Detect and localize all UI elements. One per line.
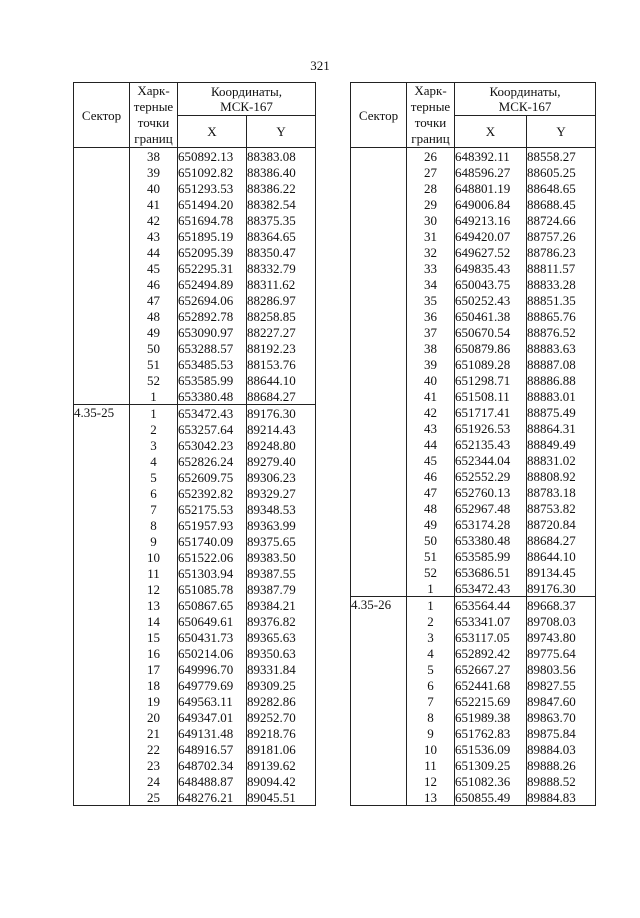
point-cell: 40	[407, 372, 455, 388]
point-cell: 4	[130, 453, 178, 469]
y-cell: 88286.97	[247, 292, 316, 308]
y-cell: 88153.76	[247, 356, 316, 372]
point-cell: 6	[407, 677, 455, 693]
point-cell: 27	[407, 164, 455, 180]
x-cell: 652392.82	[178, 485, 247, 501]
y-cell: 89803.56	[527, 661, 596, 677]
y-cell: 89045.51	[247, 789, 316, 806]
x-cell: 651082.36	[455, 773, 527, 789]
x-cell: 651957.93	[178, 517, 247, 533]
point-cell: 47	[130, 292, 178, 308]
points-header-line: Харк-	[414, 83, 447, 98]
point-cell: 44	[130, 244, 178, 260]
y-cell: 88386.40	[247, 164, 316, 180]
coordinates-header	[455, 83, 596, 116]
x-cell: 648276.21	[178, 789, 247, 806]
x-cell: 653485.53	[178, 356, 247, 372]
point-cell: 43	[407, 420, 455, 436]
x-cell: 650252.43	[455, 292, 527, 308]
y-cell: 88783.18	[527, 484, 596, 500]
sector-cell: 4.35-25	[74, 405, 130, 806]
y-cell: 88227.27	[247, 324, 316, 340]
x-cell: 651089.28	[455, 356, 527, 372]
y-cell: 88375.35	[247, 212, 316, 228]
x-cell: 650431.73	[178, 629, 247, 645]
point-cell: 3	[407, 629, 455, 645]
x-cell: 649779.69	[178, 677, 247, 693]
point-cell: 2	[130, 421, 178, 437]
y-cell: 88311.62	[247, 276, 316, 292]
y-cell: 89279.40	[247, 453, 316, 469]
y-cell: 88605.25	[527, 164, 596, 180]
point-cell: 35	[407, 292, 455, 308]
coordinates-table-left	[73, 82, 316, 806]
y-cell: 88558.27	[527, 148, 596, 165]
point-cell: 30	[407, 212, 455, 228]
point-cell: 8	[130, 517, 178, 533]
sector-header: Сектор	[351, 83, 407, 148]
y-cell: 88849.49	[527, 436, 596, 452]
y-cell: 88865.76	[527, 308, 596, 324]
point-cell: 32	[407, 244, 455, 260]
table-header	[351, 83, 596, 148]
x-cell: 651092.82	[178, 164, 247, 180]
point-cell: 42	[130, 212, 178, 228]
table-body	[74, 148, 316, 806]
y-cell: 89176.30	[527, 580, 596, 597]
y-cell: 89214.43	[247, 421, 316, 437]
x-cell: 649006.84	[455, 196, 527, 212]
y-cell: 88886.88	[527, 372, 596, 388]
x-cell: 651536.09	[455, 741, 527, 757]
x-cell: 651494.20	[178, 196, 247, 212]
x-cell: 649213.16	[455, 212, 527, 228]
point-cell: 43	[130, 228, 178, 244]
sector-cell: 4.35-26	[351, 597, 407, 806]
y-cell: 89375.65	[247, 533, 316, 549]
x-cell: 651309.25	[455, 757, 527, 773]
y-cell: 89094.42	[247, 773, 316, 789]
sector-cell	[74, 148, 130, 405]
y-cell: 89775.64	[527, 645, 596, 661]
y-cell: 88753.82	[527, 500, 596, 516]
page-number: 321	[310, 58, 330, 73]
x-header: X	[178, 115, 247, 148]
x-cell: 653585.99	[455, 548, 527, 564]
x-cell: 651508.11	[455, 388, 527, 404]
x-cell: 652175.53	[178, 501, 247, 517]
point-cell: 10	[407, 741, 455, 757]
point-cell: 9	[130, 533, 178, 549]
table-row	[351, 148, 596, 165]
x-cell: 653380.48	[178, 388, 247, 405]
y-cell: 88644.10	[527, 548, 596, 564]
table-row	[74, 405, 316, 422]
y-cell: 89350.63	[247, 645, 316, 661]
point-cell: 28	[407, 180, 455, 196]
y-cell: 88720.84	[527, 516, 596, 532]
point-cell: 18	[130, 677, 178, 693]
x-cell: 652667.27	[455, 661, 527, 677]
y-cell: 88808.92	[527, 468, 596, 484]
y-cell: 89884.83	[527, 789, 596, 806]
y-cell: 89384.21	[247, 597, 316, 613]
y-cell: 89134.45	[527, 564, 596, 580]
x-cell: 650879.86	[455, 340, 527, 356]
x-cell: 649563.11	[178, 693, 247, 709]
x-cell: 652494.89	[178, 276, 247, 292]
x-cell: 652295.31	[178, 260, 247, 276]
x-cell: 653174.28	[455, 516, 527, 532]
x-cell: 653585.99	[178, 372, 247, 388]
point-cell: 12	[407, 773, 455, 789]
point-cell: 8	[407, 709, 455, 725]
point-cell: 29	[407, 196, 455, 212]
point-cell: 11	[407, 757, 455, 773]
x-cell: 653472.43	[455, 580, 527, 597]
x-cell: 652826.24	[178, 453, 247, 469]
point-cell: 39	[130, 164, 178, 180]
x-cell: 649996.70	[178, 661, 247, 677]
y-cell: 89863.70	[527, 709, 596, 725]
x-cell: 648801.19	[455, 180, 527, 196]
x-cell: 653090.97	[178, 324, 247, 340]
x-cell: 648392.11	[455, 148, 527, 165]
x-cell: 652095.39	[178, 244, 247, 260]
y-cell: 89827.55	[527, 677, 596, 693]
y-cell: 88864.31	[527, 420, 596, 436]
point-cell: 41	[407, 388, 455, 404]
point-cell: 48	[407, 500, 455, 516]
y-cell: 88883.63	[527, 340, 596, 356]
table-row	[351, 597, 596, 614]
point-cell: 17	[130, 661, 178, 677]
point-cell: 52	[407, 564, 455, 580]
x-cell: 652135.43	[455, 436, 527, 452]
x-cell: 651762.83	[455, 725, 527, 741]
x-cell: 652760.13	[455, 484, 527, 500]
y-cell: 88831.02	[527, 452, 596, 468]
x-cell: 648488.87	[178, 773, 247, 789]
point-cell: 19	[130, 693, 178, 709]
coordinates-header-line: МСК-167	[498, 98, 552, 114]
y-cell: 89847.60	[527, 693, 596, 709]
point-cell: 13	[407, 789, 455, 806]
point-cell: 33	[407, 260, 455, 276]
point-cell: 46	[407, 468, 455, 484]
coordinates-header	[178, 83, 316, 116]
y-cell: 89329.27	[247, 485, 316, 501]
x-cell: 650670.54	[455, 324, 527, 340]
x-cell: 653686.51	[455, 564, 527, 580]
point-cell: 1	[407, 580, 455, 597]
y-cell: 89181.06	[247, 741, 316, 757]
x-cell: 649347.01	[178, 709, 247, 725]
y-cell: 88332.79	[247, 260, 316, 276]
point-cell: 5	[407, 661, 455, 677]
point-cell: 50	[130, 340, 178, 356]
x-cell: 651895.19	[178, 228, 247, 244]
point-cell: 26	[407, 148, 455, 165]
y-cell: 88192.23	[247, 340, 316, 356]
point-cell: 31	[407, 228, 455, 244]
point-cell: 51	[130, 356, 178, 372]
x-cell: 652344.04	[455, 452, 527, 468]
points-header	[407, 83, 455, 148]
point-cell: 13	[130, 597, 178, 613]
x-cell: 652892.42	[455, 645, 527, 661]
point-cell: 45	[407, 452, 455, 468]
coordinates-header-line: Координаты,	[489, 83, 561, 99]
point-cell: 7	[130, 501, 178, 517]
point-cell: 45	[130, 260, 178, 276]
y-cell: 88258.85	[247, 308, 316, 324]
y-cell: 88684.27	[247, 388, 316, 405]
point-cell: 25	[130, 789, 178, 806]
y-cell: 89376.82	[247, 613, 316, 629]
point-cell: 48	[130, 308, 178, 324]
point-cell: 38	[407, 340, 455, 356]
point-cell: 11	[130, 565, 178, 581]
x-cell: 651717.41	[455, 404, 527, 420]
sector-cell	[351, 148, 407, 597]
x-cell: 650892.13	[178, 148, 247, 165]
point-cell: 42	[407, 404, 455, 420]
point-cell: 1	[130, 388, 178, 405]
x-cell: 652694.06	[178, 292, 247, 308]
sector-header: Сектор	[74, 83, 130, 148]
y-cell: 89888.26	[527, 757, 596, 773]
point-cell: 15	[130, 629, 178, 645]
x-cell: 648916.57	[178, 741, 247, 757]
point-cell: 22	[130, 741, 178, 757]
y-cell: 89363.99	[247, 517, 316, 533]
y-cell: 88811.57	[527, 260, 596, 276]
x-header: X	[455, 115, 527, 148]
x-cell: 653117.05	[455, 629, 527, 645]
y-cell: 89282.86	[247, 693, 316, 709]
x-cell: 650214.06	[178, 645, 247, 661]
point-cell: 1	[407, 597, 455, 614]
coordinates-table-right	[350, 82, 596, 806]
point-cell: 1	[130, 405, 178, 422]
point-cell: 49	[130, 324, 178, 340]
points-header	[130, 83, 178, 148]
y-cell: 88851.35	[527, 292, 596, 308]
point-cell: 20	[130, 709, 178, 725]
y-cell: 89668.37	[527, 597, 596, 614]
y-header: Y	[247, 115, 316, 148]
y-cell: 89743.80	[527, 629, 596, 645]
y-cell: 89383.50	[247, 549, 316, 565]
x-cell: 651522.06	[178, 549, 247, 565]
y-cell: 88383.08	[247, 148, 316, 165]
point-cell: 41	[130, 196, 178, 212]
x-cell: 651740.09	[178, 533, 247, 549]
y-cell: 88644.10	[247, 372, 316, 388]
point-cell: 44	[407, 436, 455, 452]
x-cell: 652441.68	[455, 677, 527, 693]
y-cell: 88688.45	[527, 196, 596, 212]
x-cell: 653042.23	[178, 437, 247, 453]
y-cell: 88386.22	[247, 180, 316, 196]
point-cell: 9	[407, 725, 455, 741]
y-cell: 89306.23	[247, 469, 316, 485]
y-cell: 88648.65	[527, 180, 596, 196]
points-header-line: терные	[410, 99, 451, 114]
point-cell: 16	[130, 645, 178, 661]
x-cell: 652215.69	[455, 693, 527, 709]
point-cell: 24	[130, 773, 178, 789]
point-cell: 4	[407, 645, 455, 661]
points-header-line: Харк-	[137, 83, 170, 98]
x-cell: 651085.78	[178, 581, 247, 597]
table-header	[74, 83, 316, 148]
y-cell: 89884.03	[527, 741, 596, 757]
point-cell: 3	[130, 437, 178, 453]
coordinates-header-line: МСК-167	[220, 98, 273, 114]
x-cell: 651303.94	[178, 565, 247, 581]
y-cell: 89888.52	[527, 773, 596, 789]
point-cell: 14	[130, 613, 178, 629]
y-cell: 88875.49	[527, 404, 596, 420]
coordinates-header-line: Координаты,	[211, 83, 282, 99]
y-cell: 89387.55	[247, 565, 316, 581]
point-cell: 38	[130, 148, 178, 165]
y-cell: 88786.23	[527, 244, 596, 260]
y-cell: 88724.66	[527, 212, 596, 228]
y-cell: 89365.63	[247, 629, 316, 645]
table-body	[351, 148, 596, 806]
point-cell: 40	[130, 180, 178, 196]
y-cell: 89309.25	[247, 677, 316, 693]
x-cell: 653380.48	[455, 532, 527, 548]
points-header-line: точки	[414, 115, 447, 130]
x-cell: 651989.38	[455, 709, 527, 725]
x-cell: 650867.65	[178, 597, 247, 613]
y-cell: 88757.26	[527, 228, 596, 244]
point-cell: 5	[130, 469, 178, 485]
point-cell: 47	[407, 484, 455, 500]
point-cell: 51	[407, 548, 455, 564]
y-cell: 88876.52	[527, 324, 596, 340]
y-cell: 88833.28	[527, 276, 596, 292]
point-cell: 37	[407, 324, 455, 340]
point-cell: 10	[130, 549, 178, 565]
point-cell: 52	[130, 372, 178, 388]
table-row	[74, 148, 316, 165]
y-cell: 88382.54	[247, 196, 316, 212]
x-cell: 649835.43	[455, 260, 527, 276]
point-cell: 21	[130, 725, 178, 741]
y-cell: 89176.30	[247, 405, 316, 422]
point-cell: 7	[407, 693, 455, 709]
y-cell: 88684.27	[527, 532, 596, 548]
x-cell: 648596.27	[455, 164, 527, 180]
point-cell: 46	[130, 276, 178, 292]
y-cell: 88364.65	[247, 228, 316, 244]
points-header-line: границ	[134, 131, 173, 146]
point-cell: 34	[407, 276, 455, 292]
x-cell: 650649.61	[178, 613, 247, 629]
x-cell: 652967.48	[455, 500, 527, 516]
x-cell: 651298.71	[455, 372, 527, 388]
x-cell: 650461.38	[455, 308, 527, 324]
y-cell: 89139.62	[247, 757, 316, 773]
y-cell: 89252.70	[247, 709, 316, 725]
x-cell: 649627.52	[455, 244, 527, 260]
y-cell: 89348.53	[247, 501, 316, 517]
y-cell: 88350.47	[247, 244, 316, 260]
y-cell: 89218.76	[247, 725, 316, 741]
x-cell: 652552.29	[455, 468, 527, 484]
x-cell: 652609.75	[178, 469, 247, 485]
y-cell: 88887.08	[527, 356, 596, 372]
point-cell: 36	[407, 308, 455, 324]
x-cell: 650855.49	[455, 789, 527, 806]
point-cell: 49	[407, 516, 455, 532]
x-cell: 653257.64	[178, 421, 247, 437]
y-cell: 89708.03	[527, 613, 596, 629]
x-cell: 651293.53	[178, 180, 247, 196]
x-cell: 649420.07	[455, 228, 527, 244]
x-cell: 650043.75	[455, 276, 527, 292]
x-cell: 653472.43	[178, 405, 247, 422]
points-header-line: точки	[137, 115, 170, 130]
points-header-line: границ	[411, 131, 450, 146]
x-cell: 653288.57	[178, 340, 247, 356]
y-cell: 89387.79	[247, 581, 316, 597]
point-cell: 12	[130, 581, 178, 597]
x-cell: 651926.53	[455, 420, 527, 436]
y-cell: 88883.01	[527, 388, 596, 404]
y-cell: 89248.80	[247, 437, 316, 453]
point-cell: 23	[130, 757, 178, 773]
point-cell: 39	[407, 356, 455, 372]
point-cell: 50	[407, 532, 455, 548]
y-header: Y	[527, 115, 596, 148]
y-cell: 89875.84	[527, 725, 596, 741]
x-cell: 648702.34	[178, 757, 247, 773]
points-header-line: терные	[133, 99, 174, 114]
point-cell: 2	[407, 613, 455, 629]
x-cell: 653341.07	[455, 613, 527, 629]
x-cell: 649131.48	[178, 725, 247, 741]
x-cell: 652892.78	[178, 308, 247, 324]
point-cell: 6	[130, 485, 178, 501]
y-cell: 89331.84	[247, 661, 316, 677]
x-cell: 651694.78	[178, 212, 247, 228]
x-cell: 653564.44	[455, 597, 527, 614]
